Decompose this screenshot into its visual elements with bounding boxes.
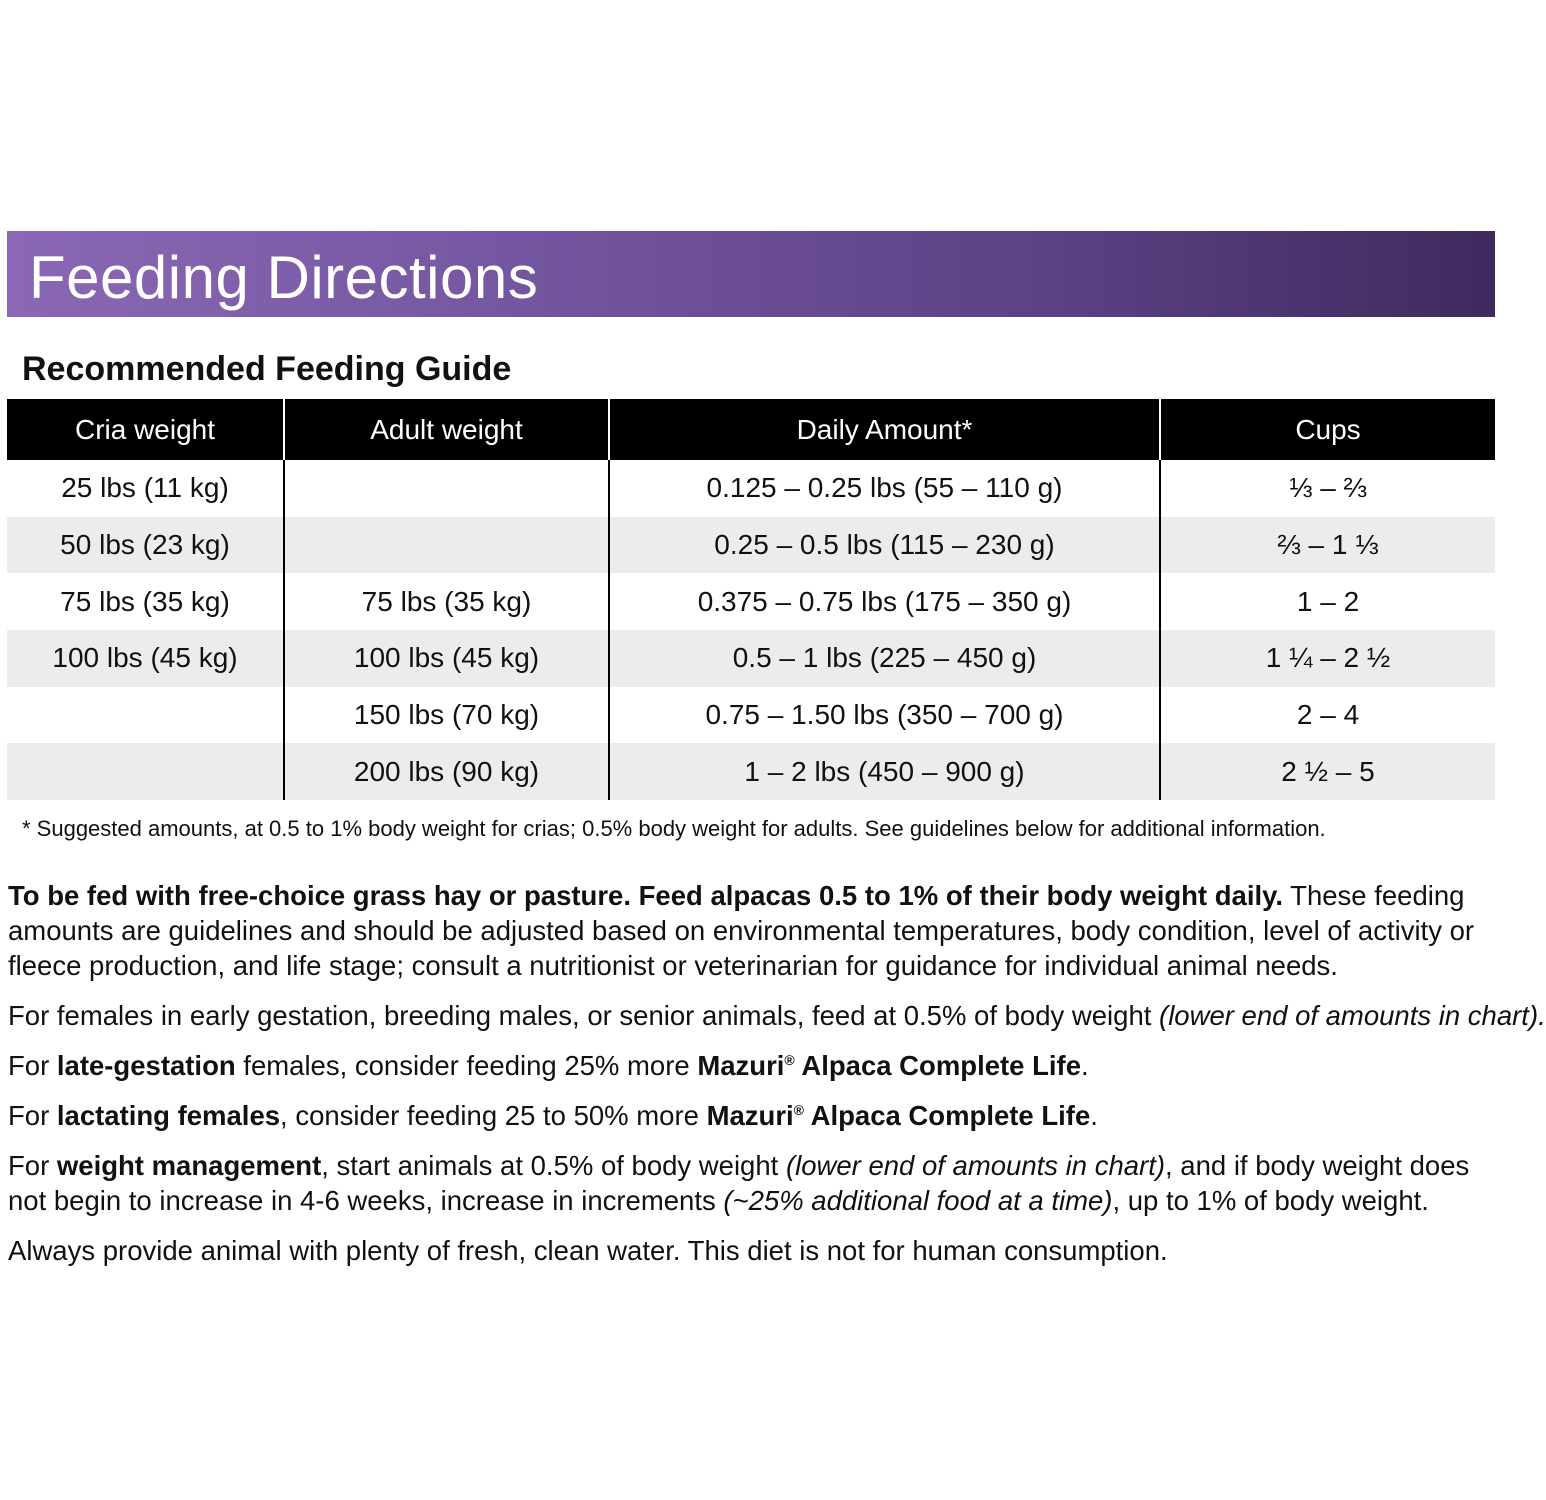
paragraph-text: For bbox=[8, 1050, 57, 1081]
table-row bbox=[7, 687, 1495, 744]
table-row bbox=[7, 743, 1495, 800]
italic-note: (lower end of amounts in chart) bbox=[785, 1150, 1166, 1181]
paragraph-text: , and if body weight does not begin to increase in 4-6 weeks, increase in increments bbox=[8, 1150, 1470, 1216]
cups-cell: 1 ¼ – 2 ½ bbox=[1160, 630, 1495, 687]
column-header-cria-weight: Cria weight bbox=[7, 399, 284, 460]
cria-weight-cell: 75 lbs (35 kg) bbox=[60, 585, 230, 617]
adult-weight-cell: 200 lbs (90 kg) bbox=[284, 743, 609, 800]
bold-term: weight management bbox=[56, 1150, 322, 1181]
feeding-paragraph-main bbox=[8, 878, 1498, 983]
guide-title: Recommended Feeding Guide bbox=[22, 350, 512, 388]
table-header-row bbox=[7, 399, 1495, 460]
adult-weight-cell: 150 lbs (70 kg) bbox=[284, 687, 609, 744]
table-row bbox=[7, 573, 1495, 630]
paragraph-text: , start animals at 0.5% of body weight bbox=[321, 1150, 786, 1181]
column-header-adult-weight: Adult weight bbox=[284, 399, 609, 460]
column-header-daily-amount: Daily Amount* bbox=[609, 399, 1160, 460]
feeding-guide-table bbox=[7, 399, 1495, 800]
water-paragraph: Always provide animal with plenty of fresh, clean water. This diet is not for human consumption. bbox=[8, 1235, 1168, 1266]
daily-amount-cell: 0.25 – 0.5 lbs (115 – 230 g) bbox=[609, 517, 1160, 574]
bold-term: lactating females bbox=[56, 1100, 281, 1131]
cria-weight-cell: 50 lbs (23 kg) bbox=[7, 517, 284, 574]
paragraph-text: These feeding amounts are guidelines and should be adjusted based on environmental temperatures, body condition, level of activity or fleece production, and life stage; consult a nutritionist or veterinarian for guidance for individual animal needs. bbox=[8, 880, 1475, 981]
cups-cell: 2 – 4 bbox=[1160, 687, 1495, 744]
adult-weight-cell: 100 lbs (45 kg) bbox=[284, 630, 609, 687]
bold-term: late-gestation bbox=[56, 1050, 236, 1081]
paragraph-text: , consider feeding 25 to 50% more bbox=[280, 1100, 707, 1131]
cups-cell: ⅔ – 1 ⅓ bbox=[1160, 517, 1495, 574]
adult-weight-cell bbox=[284, 517, 609, 574]
cria-weight-cell bbox=[7, 743, 284, 800]
page-title: Feeding Directions bbox=[29, 244, 539, 311]
weight-management-paragraph bbox=[8, 1148, 1498, 1218]
paragraph-text: For bbox=[8, 1150, 57, 1181]
product-name: Mazuri® Alpaca Complete Life bbox=[697, 1050, 1082, 1081]
lactating-paragraph bbox=[8, 1098, 1498, 1133]
paragraph-text: females, consider feeding 25% more bbox=[235, 1050, 698, 1081]
daily-amount-cell: 0.375 – 0.75 lbs (175 – 350 g) bbox=[609, 573, 1160, 630]
paragraph-text: For females in early gestation, breeding males, or senior animals, feed at 0.5% of body weight bbox=[8, 1000, 1160, 1031]
daily-amount-cell: 0.125 – 0.25 lbs (55 – 110 g) bbox=[609, 460, 1160, 517]
italic-note: (lower end of amounts in chart). bbox=[1159, 1000, 1546, 1031]
paragraph-text: , up to 1% of body weight. bbox=[1112, 1185, 1429, 1216]
registered-mark: ® bbox=[784, 1051, 795, 1068]
registered-mark: ® bbox=[793, 1101, 804, 1118]
cups-cell: 1 – 2 bbox=[1160, 573, 1495, 630]
adult-weight-cell bbox=[284, 460, 609, 517]
table-row bbox=[7, 630, 1495, 687]
product-name: Mazuri® Alpaca Complete Life bbox=[706, 1100, 1091, 1131]
paragraph-text: For bbox=[8, 1100, 57, 1131]
column-header-cups: Cups bbox=[1160, 399, 1495, 460]
daily-amount-cell: 1 – 2 lbs (450 – 900 g) bbox=[609, 743, 1160, 800]
table-row bbox=[7, 517, 1495, 574]
late-gestation-paragraph bbox=[8, 1048, 1498, 1083]
header-banner bbox=[7, 231, 1495, 317]
table-footnote: * Suggested amounts, at 0.5 to 1% body weight for crias; 0.5% body weight for adults. See guidelines below for additional information. bbox=[22, 816, 1326, 841]
cria-weight-cell: 25 lbs (11 kg) bbox=[61, 472, 229, 504]
gestation-paragraph bbox=[8, 998, 1546, 1033]
daily-amount-cell: 0.5 – 1 lbs (225 – 450 g) bbox=[609, 630, 1160, 687]
daily-amount-cell: 0.75 – 1.50 lbs (350 – 700 g) bbox=[609, 687, 1160, 744]
cria-weight-cell: 100 lbs (45 kg) bbox=[7, 630, 284, 687]
table-row bbox=[7, 460, 1495, 517]
bold-instruction: To be fed with free-choice grass hay or pasture. Feed alpacas 0.5 to 1% of their body weight daily. bbox=[8, 880, 1283, 911]
cria-weight-cell bbox=[7, 687, 284, 744]
italic-note: (~25% additional food at a time) bbox=[723, 1185, 1113, 1216]
paragraph-text: . bbox=[1090, 1100, 1098, 1131]
adult-weight-cell: 75 lbs (35 kg) bbox=[284, 573, 609, 630]
paragraph-text: . bbox=[1081, 1050, 1089, 1081]
cups-cell: 2 ½ – 5 bbox=[1160, 743, 1495, 800]
cups-cell: ⅓ – ⅔ bbox=[1160, 460, 1495, 517]
